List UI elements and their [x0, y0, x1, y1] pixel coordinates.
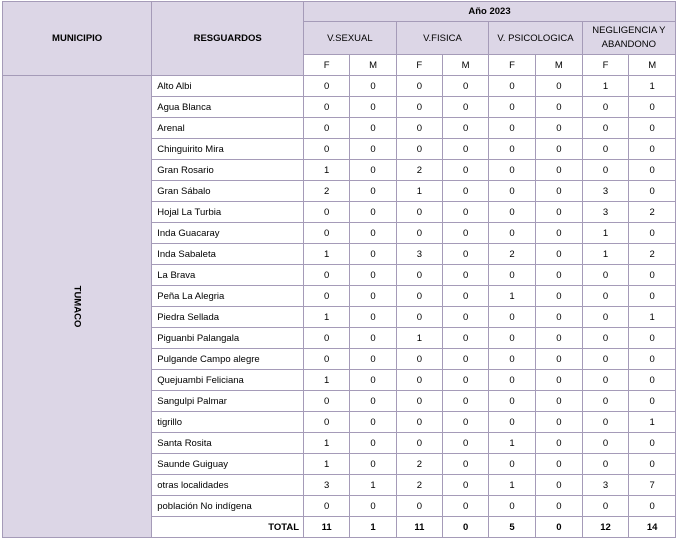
- municipio-label: TUMACO: [71, 285, 83, 328]
- value-cell: 0: [442, 202, 488, 223]
- value-cell: 0: [442, 328, 488, 349]
- resguardo-name: Quejuambi Feliciana: [152, 370, 304, 391]
- total-label: TOTAL: [152, 517, 304, 538]
- value-cell: 0: [442, 412, 488, 433]
- value-cell: 0: [350, 391, 396, 412]
- value-cell: 0: [396, 433, 442, 454]
- value-cell: 0: [489, 76, 536, 97]
- value-cell: 0: [442, 118, 488, 139]
- value-cell: 0: [442, 181, 488, 202]
- value-cell: 2: [489, 244, 536, 265]
- value-cell: 1: [489, 286, 536, 307]
- value-cell: 0: [350, 286, 396, 307]
- value-cell: 2: [304, 181, 350, 202]
- value-cell: 0: [396, 76, 442, 97]
- value-cell: 0: [396, 202, 442, 223]
- value-cell: 0: [582, 496, 629, 517]
- value-cell: 0: [582, 160, 629, 181]
- value-cell: 0: [350, 97, 396, 118]
- header-sub-m: M: [535, 55, 582, 76]
- value-cell: 0: [489, 265, 536, 286]
- value-cell: 0: [629, 370, 676, 391]
- value-cell: 1: [629, 307, 676, 328]
- value-cell: 0: [629, 118, 676, 139]
- value-cell: 0: [582, 328, 629, 349]
- resguardo-name: Inda Guacaray: [152, 223, 304, 244]
- value-cell: 0: [629, 496, 676, 517]
- value-cell: 0: [350, 118, 396, 139]
- value-cell: 0: [396, 391, 442, 412]
- value-cell: 1: [582, 76, 629, 97]
- value-cell: 0: [489, 349, 536, 370]
- total-value: 11: [396, 517, 442, 538]
- header-group-negligencia: NEGLIGENCIA Y ABANDONO: [582, 22, 675, 55]
- value-cell: 0: [535, 139, 582, 160]
- total-value: 0: [442, 517, 488, 538]
- resguardo-name: Piedra Sellada: [152, 307, 304, 328]
- header-resguardos: RESGUARDOS: [152, 2, 304, 76]
- value-cell: 0: [304, 328, 350, 349]
- header-sub-m: M: [350, 55, 396, 76]
- value-cell: 0: [396, 118, 442, 139]
- value-cell: 0: [582, 307, 629, 328]
- value-cell: 0: [535, 160, 582, 181]
- resguardo-name: Inda Sabaleta: [152, 244, 304, 265]
- total-value: 11: [304, 517, 350, 538]
- value-cell: 0: [489, 202, 536, 223]
- resguardo-name: Gran Rosario: [152, 160, 304, 181]
- value-cell: 0: [535, 307, 582, 328]
- value-cell: 0: [489, 412, 536, 433]
- resguardo-name: Gran Sábalo: [152, 181, 304, 202]
- value-cell: 0: [304, 118, 350, 139]
- value-cell: 0: [442, 97, 488, 118]
- value-cell: 0: [535, 118, 582, 139]
- value-cell: 3: [582, 475, 629, 496]
- value-cell: 0: [350, 160, 396, 181]
- value-cell: 1: [350, 475, 396, 496]
- value-cell: 0: [304, 265, 350, 286]
- value-cell: 0: [350, 223, 396, 244]
- value-cell: 0: [629, 328, 676, 349]
- resguardo-name: Santa Rosita: [152, 433, 304, 454]
- value-cell: 0: [350, 454, 396, 475]
- value-cell: 1: [304, 454, 350, 475]
- value-cell: 1: [304, 370, 350, 391]
- value-cell: 0: [489, 181, 536, 202]
- value-cell: 0: [350, 349, 396, 370]
- value-cell: 0: [535, 370, 582, 391]
- value-cell: 0: [442, 76, 488, 97]
- value-cell: 0: [535, 244, 582, 265]
- value-cell: 0: [350, 307, 396, 328]
- value-cell: 1: [304, 433, 350, 454]
- value-cell: 0: [629, 181, 676, 202]
- header-sub-f: F: [396, 55, 442, 76]
- value-cell: 0: [304, 202, 350, 223]
- value-cell: 1: [396, 328, 442, 349]
- value-cell: 0: [304, 97, 350, 118]
- value-cell: 0: [582, 433, 629, 454]
- table-row: [3, 76, 676, 97]
- header-sub-f: F: [582, 55, 629, 76]
- value-cell: 0: [350, 328, 396, 349]
- value-cell: 0: [535, 286, 582, 307]
- value-cell: 3: [582, 181, 629, 202]
- value-cell: 0: [535, 475, 582, 496]
- value-cell: 0: [629, 223, 676, 244]
- resguardo-name: otras localidades: [152, 475, 304, 496]
- total-value: 12: [582, 517, 629, 538]
- value-cell: 0: [442, 307, 488, 328]
- header-sub-m: M: [629, 55, 676, 76]
- resguardo-name: Agua Blanca: [152, 97, 304, 118]
- value-cell: 0: [582, 370, 629, 391]
- value-cell: 0: [489, 118, 536, 139]
- value-cell: 0: [396, 412, 442, 433]
- header-group-psicologica: V. PSICOLOGICA: [489, 22, 583, 55]
- value-cell: 2: [396, 475, 442, 496]
- value-cell: 1: [629, 76, 676, 97]
- resguardo-name: tigrillo: [152, 412, 304, 433]
- data-table-container: [2, 1, 676, 538]
- value-cell: 0: [350, 139, 396, 160]
- value-cell: 0: [396, 97, 442, 118]
- value-cell: 0: [442, 370, 488, 391]
- value-cell: 0: [582, 97, 629, 118]
- value-cell: 0: [535, 433, 582, 454]
- value-cell: 0: [304, 139, 350, 160]
- value-cell: 0: [350, 412, 396, 433]
- value-cell: 0: [629, 97, 676, 118]
- value-cell: 0: [442, 454, 488, 475]
- value-cell: 0: [350, 265, 396, 286]
- value-cell: 0: [629, 454, 676, 475]
- value-cell: 0: [582, 454, 629, 475]
- resguardo-name: Peña La Alegria: [152, 286, 304, 307]
- value-cell: 2: [396, 454, 442, 475]
- resguardo-name: Arenal: [152, 118, 304, 139]
- value-cell: 0: [489, 97, 536, 118]
- value-cell: 0: [396, 265, 442, 286]
- value-cell: 0: [535, 412, 582, 433]
- value-cell: 3: [582, 202, 629, 223]
- municipio-cell: [3, 76, 152, 538]
- value-cell: 0: [396, 139, 442, 160]
- value-cell: 0: [442, 139, 488, 160]
- header-sub-f: F: [489, 55, 536, 76]
- value-cell: 2: [396, 160, 442, 181]
- value-cell: 2: [629, 202, 676, 223]
- value-cell: 1: [489, 433, 536, 454]
- resguardo-name: Saunde Guiguay: [152, 454, 304, 475]
- total-value: 14: [629, 517, 676, 538]
- value-cell: 0: [442, 286, 488, 307]
- value-cell: 0: [582, 286, 629, 307]
- value-cell: 0: [442, 349, 488, 370]
- value-cell: 0: [350, 433, 396, 454]
- header-group-fisica: V.FISICA: [396, 22, 489, 55]
- value-cell: 0: [535, 496, 582, 517]
- value-cell: 0: [582, 265, 629, 286]
- value-cell: 0: [535, 202, 582, 223]
- value-cell: 0: [442, 160, 488, 181]
- value-cell: 1: [304, 244, 350, 265]
- value-cell: 0: [442, 265, 488, 286]
- resguardo-name: Hojal La Turbia: [152, 202, 304, 223]
- value-cell: 0: [350, 496, 396, 517]
- value-cell: 0: [304, 286, 350, 307]
- value-cell: 0: [582, 118, 629, 139]
- resguardo-name: Piguanbi Palangala: [152, 328, 304, 349]
- violence-table: [2, 1, 676, 538]
- total-value: 1: [350, 517, 396, 538]
- value-cell: 0: [535, 76, 582, 97]
- header-sub-m: M: [442, 55, 488, 76]
- value-cell: 0: [535, 265, 582, 286]
- value-cell: 1: [489, 475, 536, 496]
- value-cell: 0: [304, 496, 350, 517]
- value-cell: 0: [489, 328, 536, 349]
- value-cell: 0: [489, 454, 536, 475]
- resguardo-name: Chinguirito Mira: [152, 139, 304, 160]
- value-cell: 0: [304, 349, 350, 370]
- resguardo-name: Pulgande Campo alegre: [152, 349, 304, 370]
- value-cell: 0: [535, 328, 582, 349]
- value-cell: 0: [582, 139, 629, 160]
- value-cell: 0: [396, 349, 442, 370]
- resguardo-name: población No indígena: [152, 496, 304, 517]
- value-cell: 0: [489, 496, 536, 517]
- value-cell: 0: [629, 349, 676, 370]
- value-cell: 0: [304, 412, 350, 433]
- value-cell: 0: [629, 286, 676, 307]
- value-cell: 0: [535, 181, 582, 202]
- value-cell: 0: [582, 412, 629, 433]
- value-cell: 3: [304, 475, 350, 496]
- value-cell: 0: [629, 139, 676, 160]
- value-cell: 0: [350, 76, 396, 97]
- resguardo-name: Sangulpi Palmar: [152, 391, 304, 412]
- value-cell: 0: [489, 223, 536, 244]
- value-cell: 0: [304, 391, 350, 412]
- value-cell: 0: [629, 160, 676, 181]
- value-cell: 0: [304, 223, 350, 244]
- total-value: 5: [489, 517, 536, 538]
- value-cell: 0: [582, 349, 629, 370]
- value-cell: 0: [629, 391, 676, 412]
- value-cell: 0: [535, 97, 582, 118]
- value-cell: 7: [629, 475, 676, 496]
- value-cell: 3: [396, 244, 442, 265]
- value-cell: 0: [350, 181, 396, 202]
- value-cell: 0: [489, 160, 536, 181]
- value-cell: 0: [629, 433, 676, 454]
- value-cell: 2: [629, 244, 676, 265]
- header-year: Año 2023: [304, 2, 676, 22]
- value-cell: 0: [535, 391, 582, 412]
- resguardo-name: La Brava: [152, 265, 304, 286]
- value-cell: 0: [489, 370, 536, 391]
- header-group-sexual: V.SEXUAL: [304, 22, 397, 55]
- value-cell: 0: [350, 370, 396, 391]
- value-cell: 0: [442, 223, 488, 244]
- value-cell: 0: [535, 349, 582, 370]
- table-body: [3, 76, 676, 538]
- value-cell: 0: [304, 76, 350, 97]
- value-cell: 0: [442, 433, 488, 454]
- value-cell: 1: [304, 307, 350, 328]
- value-cell: 1: [396, 181, 442, 202]
- value-cell: 1: [582, 244, 629, 265]
- value-cell: 0: [629, 265, 676, 286]
- value-cell: 1: [304, 160, 350, 181]
- value-cell: 0: [396, 370, 442, 391]
- value-cell: 0: [396, 307, 442, 328]
- value-cell: 0: [350, 244, 396, 265]
- total-value: 0: [535, 517, 582, 538]
- value-cell: 0: [489, 391, 536, 412]
- value-cell: 0: [442, 244, 488, 265]
- value-cell: 0: [582, 391, 629, 412]
- value-cell: 0: [442, 496, 488, 517]
- value-cell: 0: [535, 454, 582, 475]
- value-cell: 0: [396, 223, 442, 244]
- value-cell: 0: [442, 475, 488, 496]
- value-cell: 1: [629, 412, 676, 433]
- value-cell: 1: [582, 223, 629, 244]
- resguardo-name: Alto Albi: [152, 76, 304, 97]
- value-cell: 0: [396, 496, 442, 517]
- value-cell: 0: [489, 307, 536, 328]
- header-sub-f: F: [304, 55, 350, 76]
- value-cell: 0: [350, 202, 396, 223]
- value-cell: 0: [396, 286, 442, 307]
- value-cell: 0: [442, 391, 488, 412]
- value-cell: 0: [489, 139, 536, 160]
- header-municipio: MUNICIPIO: [3, 2, 152, 76]
- value-cell: 0: [535, 223, 582, 244]
